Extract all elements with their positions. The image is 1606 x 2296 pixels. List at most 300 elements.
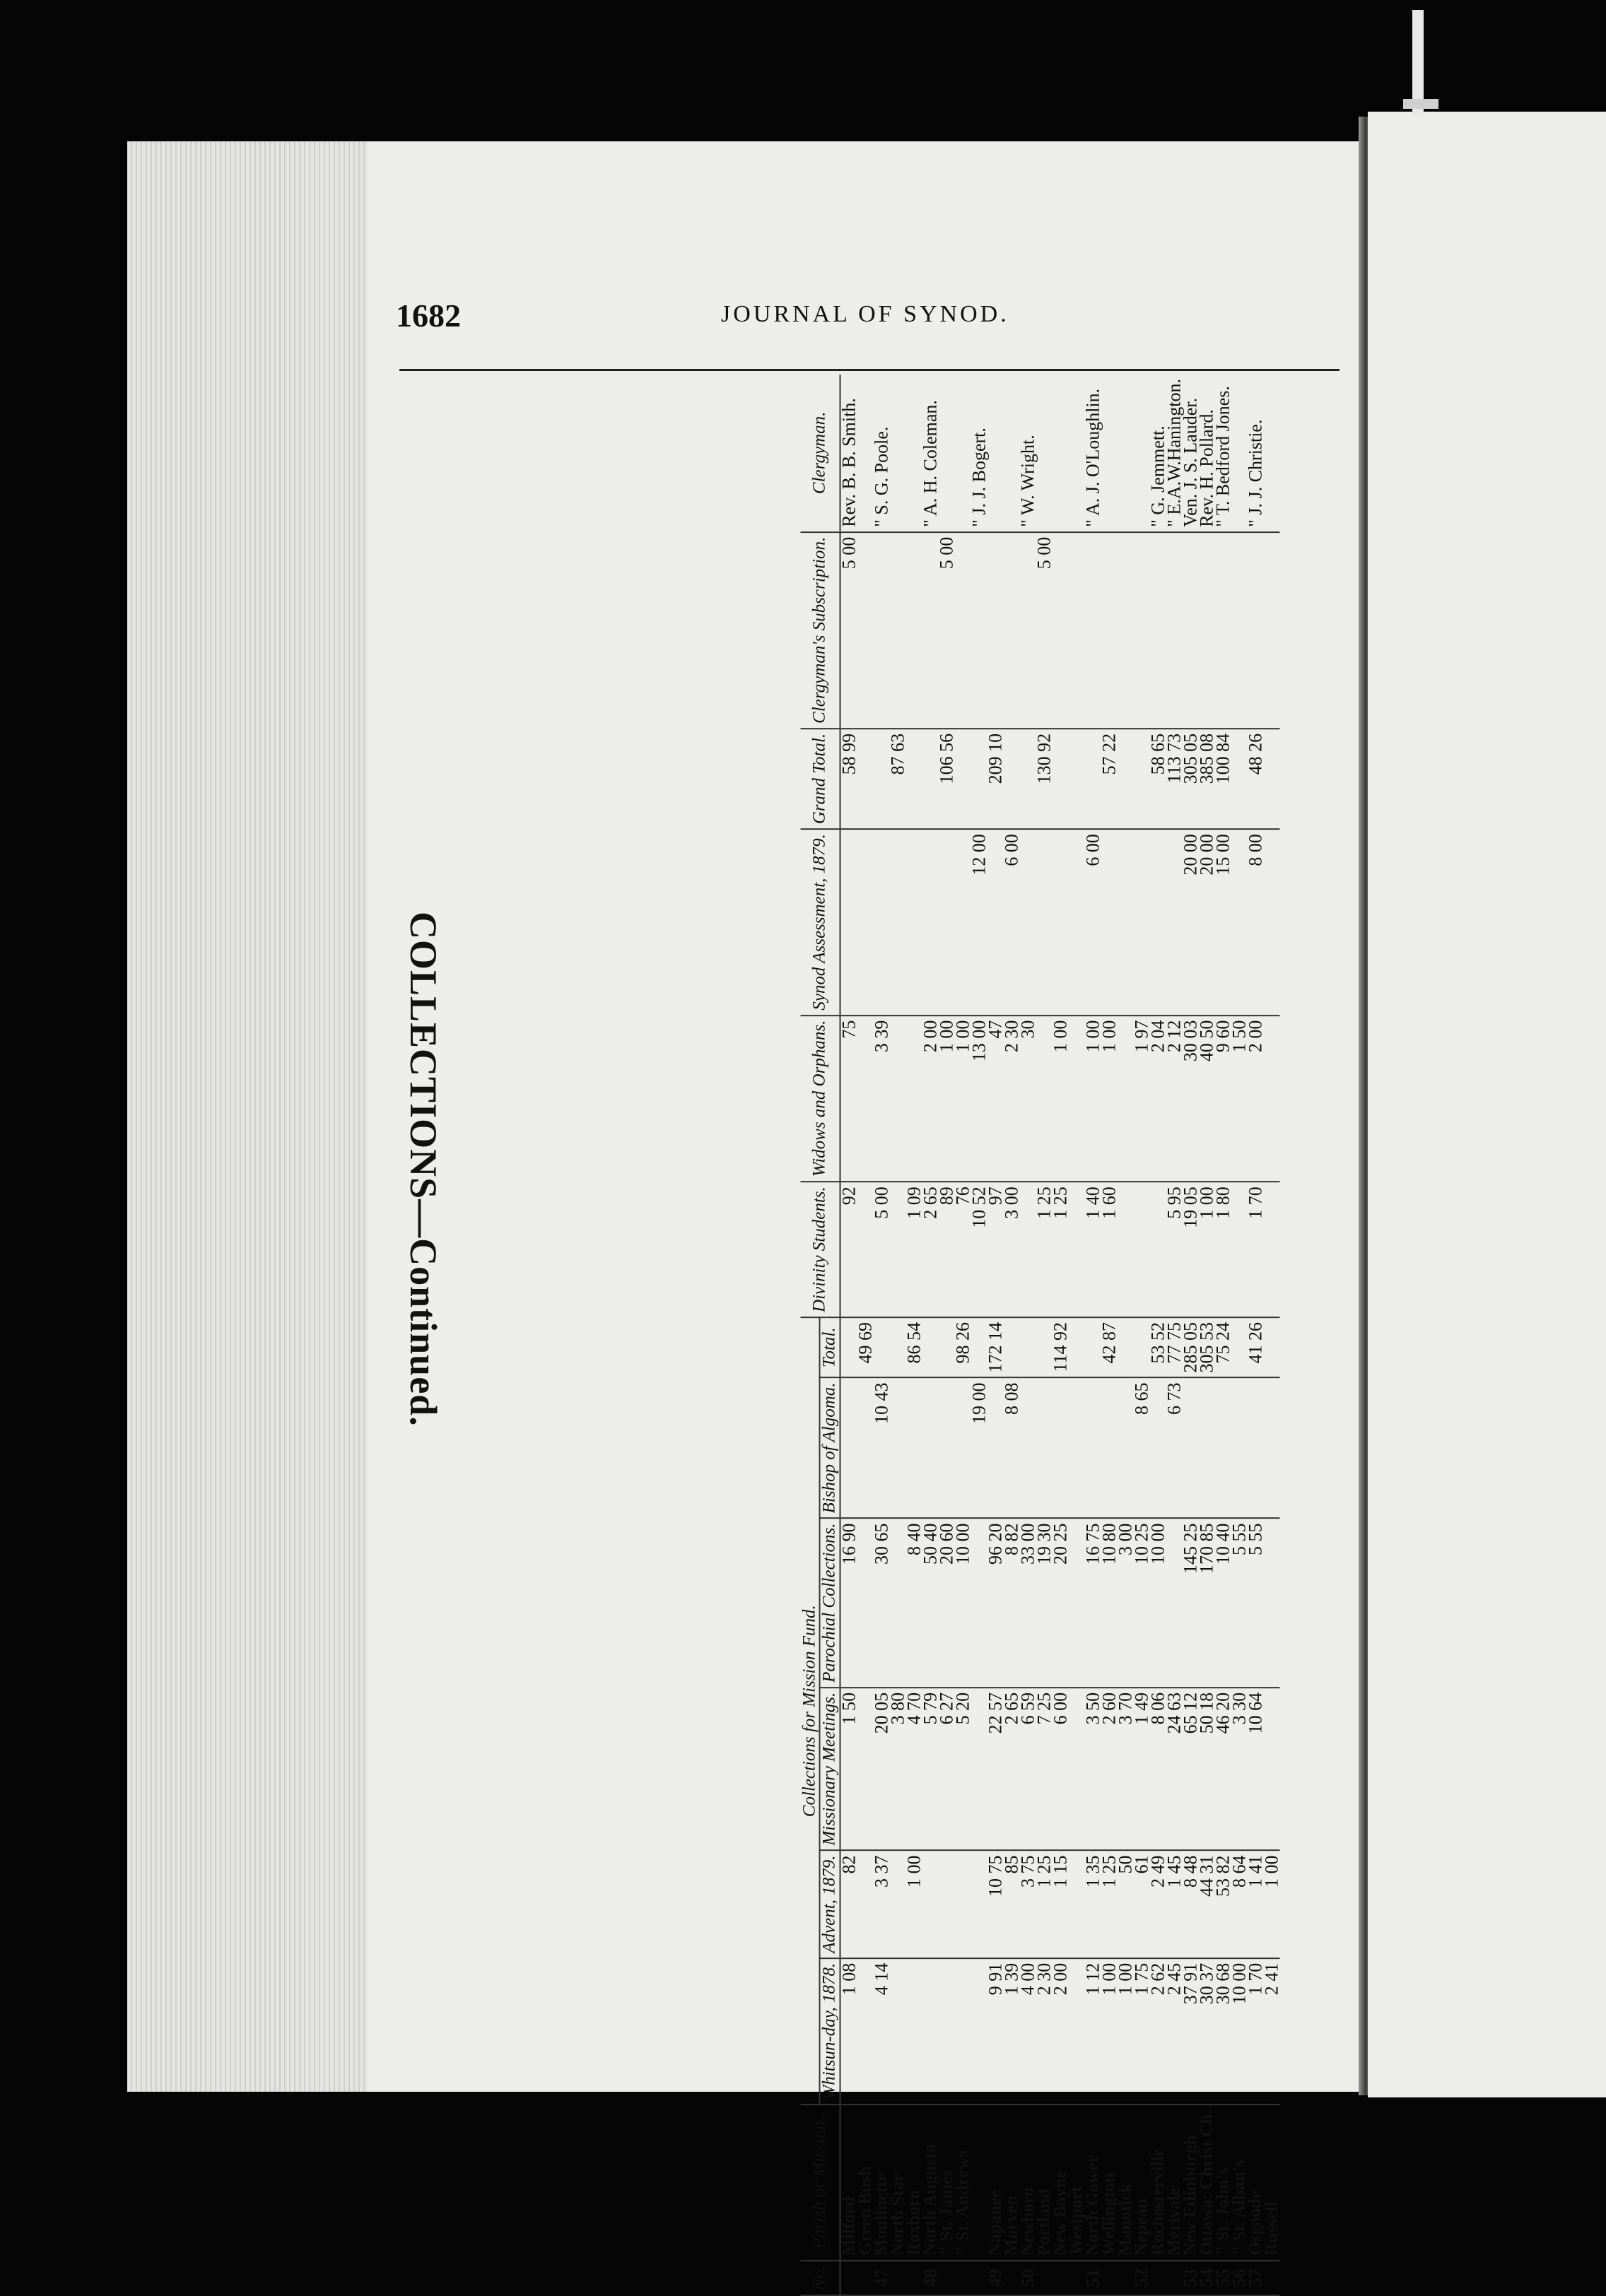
page-number: 1682: [396, 298, 461, 334]
cell-algoma: 19 00: [971, 1377, 987, 1518]
cell-advent: 2 49: [1149, 1851, 1166, 1958]
cell-parish: " St. Andrews: [954, 2104, 971, 2260]
cell-no: [1052, 2261, 1068, 2295]
cell-parish: Newboro: [1019, 2104, 1036, 2260]
table-row: [873, 375, 889, 2295]
cell-grand: 113 73: [1166, 729, 1182, 829]
cell-meetings: 65 12: [1182, 1688, 1198, 1851]
header-whitsun: Whitsun-day, 1878.: [820, 1958, 840, 2105]
cell-advent: 44 31: [1198, 1851, 1214, 1958]
cell-whitsun: [954, 1958, 971, 2105]
cell-clergyman: [1101, 375, 1117, 532]
cell-no: [1166, 2261, 1182, 2295]
cell-advent: 61: [1133, 1851, 1149, 1958]
cell-divinity: 1 25: [1052, 1182, 1068, 1317]
cell-clergyman: Rev. B. B. Smith.: [840, 375, 857, 532]
cell-whitsun: 2 00: [1052, 1958, 1068, 2105]
cell-no: [905, 2261, 922, 2295]
cell-total: 77 75: [1166, 1317, 1182, 1378]
cell-grand: [954, 729, 971, 829]
cell-total: [1117, 1317, 1133, 1378]
header-subscription: Clergyman's Subscription.: [801, 532, 840, 729]
cell-parochial: [1263, 1518, 1279, 1687]
cell-algoma: [1247, 1377, 1263, 1518]
cell-parish: Russell: [1263, 2104, 1279, 2260]
cell-no: [971, 2261, 987, 2295]
cell-subscription: [1133, 532, 1149, 729]
cell-subscription: [1052, 532, 1068, 729]
cell-parochial: 8 82: [1003, 1518, 1019, 1687]
cell-subscription: 5 00: [1036, 532, 1052, 729]
cell-clergyman: " S. G. Poole.: [873, 375, 889, 532]
cell-no: [1149, 2261, 1166, 2295]
cell-parish: Moulinette: [873, 2104, 889, 2260]
cell-grand: 305 05: [1182, 729, 1198, 829]
cell-synod: 6 00: [1084, 829, 1101, 1015]
cell-algoma: [1263, 1377, 1279, 1518]
cell-meetings: 3 80: [889, 1688, 905, 1851]
header-synod: Synod Assessment, 1879.: [801, 829, 840, 1015]
page-edges: [127, 141, 368, 2092]
cell-widows: 2 12: [1166, 1015, 1182, 1182]
cell-widows: 1 00: [1052, 1015, 1068, 1182]
cell-no: 51: [1084, 2261, 1101, 2295]
cell-parish: Rochesterville: [1149, 2104, 1166, 2260]
cell-parochial: 145 25: [1182, 1518, 1198, 1687]
cell-advent: 1 35: [1084, 1851, 1101, 1958]
cell-widows: 2 00: [1247, 1015, 1263, 1182]
cell-no: 50: [1019, 2261, 1036, 2295]
cell-grand: 209 10: [987, 729, 1003, 829]
cell-advent: 85: [1003, 1851, 1019, 1958]
cell-grand: 48 26: [1247, 729, 1263, 829]
cell-divinity: 1 40: [1084, 1182, 1101, 1317]
cell-meetings: 7 25: [1036, 1688, 1052, 1851]
cell-meetings: 6 59: [1019, 1688, 1036, 1851]
cell-no: 48: [922, 2261, 938, 2295]
header-widows: Widows and Orphans.: [801, 1015, 840, 1182]
cell-parochial: 33 00: [1019, 1518, 1036, 1687]
cell-grand: 57 22: [1101, 729, 1117, 829]
cell-subscription: [954, 532, 971, 729]
table-row: [1247, 375, 1263, 2295]
cell-clergyman: Rev. H. Pollard.: [1198, 375, 1214, 532]
cell-parochial: 10 80: [1101, 1518, 1117, 1687]
cell-advent: 53 82: [1214, 1851, 1231, 1958]
table-row: [1263, 375, 1279, 2295]
cell-parish: Wellington: [1101, 2104, 1117, 2260]
cell-widows: 40 50: [1198, 1015, 1214, 1182]
cell-parochial: 8 40: [905, 1518, 922, 1687]
cell-whitsun: 2 30: [1036, 1958, 1052, 2105]
cell-parish: Westport: [1068, 2104, 1084, 2260]
cell-no: 53: [1182, 2261, 1198, 2295]
cell-divinity: [1133, 1182, 1149, 1317]
cell-subscription: [873, 532, 889, 729]
cell-parish: North Star: [889, 2104, 905, 2260]
table-row: [922, 375, 938, 2295]
header-grand-total: Grand Total.: [801, 729, 840, 829]
cell-parochial: 30 65: [873, 1518, 889, 1687]
cell-meetings: 5 79: [922, 1688, 938, 1851]
cell-widows: 9 60: [1214, 1015, 1231, 1182]
cell-parochial: 96 20: [987, 1518, 1003, 1687]
cell-parochial: 5 55: [1247, 1518, 1263, 1687]
cell-whitsun: [889, 1958, 905, 2105]
cell-grand: 385 08: [1198, 729, 1214, 829]
table-row: [1003, 375, 1019, 2295]
cell-parish: Milford: [840, 2104, 857, 2260]
cell-subscription: 5 00: [840, 532, 857, 729]
cell-grand: [1068, 729, 1084, 829]
cell-clergyman: " G. Jemmett.: [1149, 375, 1166, 532]
cell-divinity: 89: [938, 1182, 954, 1317]
cell-whitsun: 1 70: [1247, 1958, 1263, 2105]
cell-grand: 106 56: [938, 729, 954, 829]
collections-table: [801, 375, 1280, 2296]
cell-parish: Portland: [1036, 2104, 1052, 2260]
cell-widows: 1 50: [1231, 1015, 1247, 1182]
table-row: [840, 375, 857, 2295]
cell-total: [1019, 1317, 1036, 1378]
table-row: [905, 375, 922, 2295]
cell-algoma: [1231, 1377, 1247, 1518]
cell-divinity: 92: [840, 1182, 857, 1317]
table-row: [1214, 375, 1231, 2295]
cell-advent: [922, 1851, 938, 1958]
table-row: [954, 375, 971, 2295]
cell-grand: 130 92: [1036, 729, 1052, 829]
header-clergyman: Clergyman.: [801, 375, 840, 532]
cell-no: 56: [1231, 2261, 1247, 2295]
cell-grand: [1003, 729, 1019, 829]
cell-synod: [905, 829, 922, 1015]
cell-synod: [1117, 829, 1133, 1015]
cell-divinity: 19 05: [1182, 1182, 1198, 1317]
header-parish: Parish or Mission.: [801, 2104, 840, 2260]
cell-subscription: [1214, 532, 1231, 729]
cell-widows: 30: [1019, 1015, 1036, 1182]
table-row: [1019, 375, 1036, 2295]
cell-clergyman: [938, 375, 954, 532]
cell-synod: [922, 829, 938, 1015]
cell-clergyman: [889, 375, 905, 532]
cell-parish: Ottawa: Christ Ch.: [1198, 2104, 1214, 2260]
cell-subscription: [1166, 532, 1182, 729]
cell-meetings: 22 57: [987, 1688, 1003, 1851]
cell-no: [840, 2261, 857, 2295]
cell-divinity: 5 95: [1166, 1182, 1182, 1317]
cell-algoma: [1214, 1377, 1231, 1518]
cell-total: 42 87: [1101, 1317, 1117, 1378]
cell-grand: [1052, 729, 1068, 829]
cell-clergyman: [1036, 375, 1052, 532]
cell-subscription: [1198, 532, 1214, 729]
cell-divinity: 1 09: [905, 1182, 922, 1317]
cell-subscription: [1101, 532, 1117, 729]
cell-total: [922, 1317, 938, 1378]
cell-clergyman: " J. J. Bogert.: [971, 375, 987, 532]
cell-whitsun: 1 39: [1003, 1958, 1019, 2105]
cell-clergyman: " A. H. Coleman.: [922, 375, 938, 532]
cell-parochial: 3 00: [1117, 1518, 1133, 1687]
cell-parish: Merivale: [1166, 2104, 1182, 2260]
cell-meetings: 6 27: [938, 1688, 954, 1851]
cell-subscription: 5 00: [938, 532, 954, 729]
cell-no: 47: [873, 2261, 889, 2295]
cell-widows: 3 39: [873, 1015, 889, 1182]
cell-meetings: 1 49: [1133, 1688, 1149, 1851]
cell-advent: 1 41: [1247, 1851, 1263, 1958]
cell-no: 49: [987, 2261, 1003, 2295]
cell-advent: 1 00: [1263, 1851, 1279, 1958]
cell-parish: Nepean: [1133, 2104, 1149, 2260]
cell-no: [1101, 2261, 1117, 2295]
cell-synod: 20 00: [1198, 829, 1214, 1015]
cell-whitsun: 1 00: [1101, 1958, 1117, 2105]
cell-advent: 1 45: [1166, 1851, 1182, 1958]
cell-synod: [1036, 829, 1052, 1015]
cell-meetings: 50 18: [1198, 1688, 1214, 1851]
cell-parochial: 20 25: [1052, 1518, 1068, 1687]
cell-advent: 10 75: [987, 1851, 1003, 1958]
cell-synod: [857, 829, 873, 1015]
cell-clergyman: " A. J. O'Loughlin.: [1084, 375, 1101, 532]
cell-parochial: 16 75: [1084, 1518, 1101, 1687]
cell-algoma: [1101, 1377, 1117, 1518]
cell-parochial: 10 40: [1214, 1518, 1231, 1687]
cell-divinity: 1 25: [1036, 1182, 1052, 1317]
cell-whitsun: 1 00: [1117, 1958, 1133, 2105]
cell-clergyman: " T. Bedford Jones.: [1214, 375, 1231, 532]
cell-whitsun: 1 12: [1084, 1958, 1101, 2105]
cell-parish: New Boyne: [1052, 2104, 1068, 2260]
cell-widows: 2 30: [1003, 1015, 1019, 1182]
cell-whitsun: 1 75: [1133, 1958, 1149, 2105]
cell-widows: 1 00: [1084, 1015, 1101, 1182]
cell-total: 305 53: [1198, 1317, 1214, 1378]
cell-algoma: [938, 1377, 954, 1518]
cell-parochial: 10 00: [1149, 1518, 1166, 1687]
cell-grand: 58 99: [840, 729, 857, 829]
cell-advent: 8 48: [1182, 1851, 1198, 1958]
cell-meetings: 24 63: [1166, 1688, 1182, 1851]
cell-clergyman: [1117, 375, 1133, 532]
header-rule: [399, 369, 1340, 371]
cell-synod: 6 00: [1003, 829, 1019, 1015]
header-algoma: Bishop of Algoma.: [820, 1377, 840, 1518]
cell-parochial: 5 55: [1231, 1518, 1247, 1687]
cell-divinity: 1 80: [1214, 1182, 1231, 1317]
cell-synod: [1052, 829, 1068, 1015]
cell-algoma: [1068, 1377, 1084, 1518]
cell-synod: 12 00: [971, 829, 987, 1015]
cell-no: [1036, 2261, 1052, 2295]
cell-subscription: [1117, 532, 1133, 729]
cell-whitsun: [938, 1958, 954, 2105]
cell-algoma: 8 65: [1133, 1377, 1149, 1518]
header-no: No.: [801, 2261, 840, 2295]
table-row: [987, 375, 1003, 2295]
table-row: [1101, 375, 1117, 2295]
cell-clergyman: [1263, 375, 1279, 532]
cell-subscription: [1068, 532, 1084, 729]
cell-total: [1003, 1317, 1019, 1378]
cell-parish: Napanee: [987, 2104, 1003, 2260]
cell-algoma: [1036, 1377, 1052, 1518]
cell-subscription: [1247, 532, 1263, 729]
cell-parish: Morven: [1003, 2104, 1019, 2260]
cell-synod: [840, 829, 857, 1015]
cell-divinity: [1263, 1182, 1279, 1317]
cell-no: [889, 2261, 905, 2295]
cell-meetings: 20 05: [873, 1688, 889, 1851]
cell-total: 53 52: [1149, 1317, 1166, 1378]
cell-subscription: [1263, 532, 1279, 729]
cell-advent: 1 25: [1101, 1851, 1117, 1958]
cell-parochial: 10 00: [954, 1518, 971, 1687]
cell-parochial: 20 60: [938, 1518, 954, 1687]
cell-synod: [1019, 829, 1036, 1015]
table-title: COLLECTIONS—Continued.: [402, 912, 445, 1427]
cell-meetings: 1 50: [840, 1688, 857, 1851]
cell-grand: 58 65: [1149, 729, 1166, 829]
cell-synod: [873, 829, 889, 1015]
cell-algoma: [889, 1377, 905, 1518]
cell-widows: 1 97: [1133, 1015, 1149, 1182]
cell-widows: 2 00: [922, 1015, 938, 1182]
page-header: [396, 297, 1350, 339]
cell-no: 57: [1247, 2261, 1263, 2295]
cell-meetings: 4 70: [905, 1688, 922, 1851]
cell-total: [1263, 1317, 1279, 1378]
cell-divinity: 10 52: [971, 1182, 987, 1317]
cell-advent: 82: [840, 1851, 857, 1958]
cell-no: 52: [1133, 2261, 1149, 2295]
cell-total: 75 24: [1214, 1317, 1231, 1378]
cell-meetings: 2 65: [1003, 1688, 1019, 1851]
cell-divinity: 2 65: [922, 1182, 938, 1317]
cell-advent: 50: [1117, 1851, 1133, 1958]
cell-divinity: 1 70: [1247, 1182, 1263, 1317]
cell-widows: 47: [987, 1015, 1003, 1182]
cell-parochial: 170 85: [1198, 1518, 1214, 1687]
cell-total: 86 54: [905, 1317, 922, 1378]
cell-total: [840, 1317, 857, 1378]
cell-grand: [1263, 729, 1279, 829]
cell-widows: 1 00: [938, 1015, 954, 1182]
cell-whitsun: 2 62: [1149, 1958, 1166, 2105]
cell-no: [1068, 2261, 1084, 2295]
cell-advent: [954, 1851, 971, 1958]
cell-grand: 87 63: [889, 729, 905, 829]
cell-parish: New Edinburgh: [1182, 2104, 1198, 2260]
cell-total: 285 05: [1182, 1317, 1198, 1378]
cell-whitsun: 9 91: [987, 1958, 1003, 2105]
cell-no: [1003, 2261, 1019, 2295]
cell-subscription: [1003, 532, 1019, 729]
cell-parish: North Augusta: [922, 2104, 938, 2260]
cell-synod: 20 00: [1182, 829, 1198, 1015]
cell-synod: [1133, 829, 1149, 1015]
header-divinity: Divinity Students.: [801, 1182, 840, 1317]
cell-no: 55: [1214, 2261, 1231, 2295]
cell-algoma: [1019, 1377, 1036, 1518]
cell-clergyman: Ven. J. S. Lauder.: [1182, 375, 1198, 532]
cell-parish: Osgoode: [1247, 2104, 1263, 2260]
cell-parochial: 16 90: [840, 1518, 857, 1687]
cell-parish: " St. John's: [1214, 2104, 1231, 2260]
cell-total: 41 26: [1247, 1317, 1263, 1378]
cell-parochial: 50 40: [922, 1518, 938, 1687]
cell-meetings: 5 20: [954, 1688, 971, 1851]
cell-synod: [1149, 829, 1166, 1015]
cell-no: [938, 2261, 954, 2295]
cell-algoma: [1084, 1377, 1101, 1518]
cell-widows: 1 00: [954, 1015, 971, 1182]
cell-widows: 13 00: [971, 1015, 987, 1182]
cell-clergyman: " W. Wright.: [1019, 375, 1036, 532]
cell-widows: 2 04: [1149, 1015, 1166, 1182]
cell-subscription: [1231, 532, 1247, 729]
cell-whitsun: [922, 1958, 938, 2105]
cell-synod: [1263, 829, 1279, 1015]
cell-advent: 3 75: [1019, 1851, 1036, 1958]
cell-total: 98 26: [954, 1317, 971, 1378]
journal-title: JOURNAL OF SYNOD.: [721, 301, 1009, 327]
cell-meetings: [1263, 1688, 1279, 1851]
table-row: [857, 375, 873, 2295]
cell-grand: [857, 729, 873, 829]
cell-advent: [938, 1851, 954, 1958]
cell-meetings: 6 00: [1052, 1688, 1068, 1851]
cell-parish: Manotick: [1117, 2104, 1133, 2260]
cell-whitsun: 37 91: [1182, 1958, 1198, 2105]
cell-subscription: [987, 532, 1003, 729]
cell-algoma: 8 08: [1003, 1377, 1019, 1518]
cell-no: 54: [1198, 2261, 1214, 2295]
cell-parish: " St. James: [938, 2104, 954, 2260]
cell-widows: [889, 1015, 905, 1182]
cell-whitsun: 4 00: [1019, 1958, 1036, 2105]
cell-divinity: 76: [954, 1182, 971, 1317]
cell-advent: 1 25: [1036, 1851, 1052, 1958]
cell-whitsun: 10 00: [1231, 1958, 1247, 2105]
cell-algoma: 10 43: [873, 1377, 889, 1518]
cell-whitsun: 30 37: [1198, 1958, 1214, 2105]
cell-advent: 3 37: [873, 1851, 889, 1958]
cell-no: [1263, 2261, 1279, 2295]
cell-grand: [905, 729, 922, 829]
cell-grand: 100 84: [1214, 729, 1231, 829]
cell-total: 49 69: [857, 1317, 873, 1378]
cell-subscription: [889, 532, 905, 729]
cell-whitsun: [905, 1958, 922, 2105]
header-missionary: Missionary Meetings.: [820, 1688, 840, 1851]
cell-clergyman: " E.A.W.Hanington.: [1166, 375, 1182, 532]
cell-algoma: [1182, 1377, 1198, 1518]
cell-subscription: [1084, 532, 1101, 729]
cell-meetings: 3 50: [1084, 1688, 1101, 1851]
header-total: Total.: [820, 1317, 840, 1378]
cell-widows: 1 00: [1101, 1015, 1117, 1182]
table-row: [1068, 375, 1084, 2295]
cell-algoma: [1198, 1377, 1214, 1518]
cell-clergyman: [1052, 375, 1068, 532]
cell-synod: [889, 829, 905, 1015]
cell-no: [1117, 2261, 1133, 2295]
cell-meetings: 10 64: [1247, 1688, 1263, 1851]
